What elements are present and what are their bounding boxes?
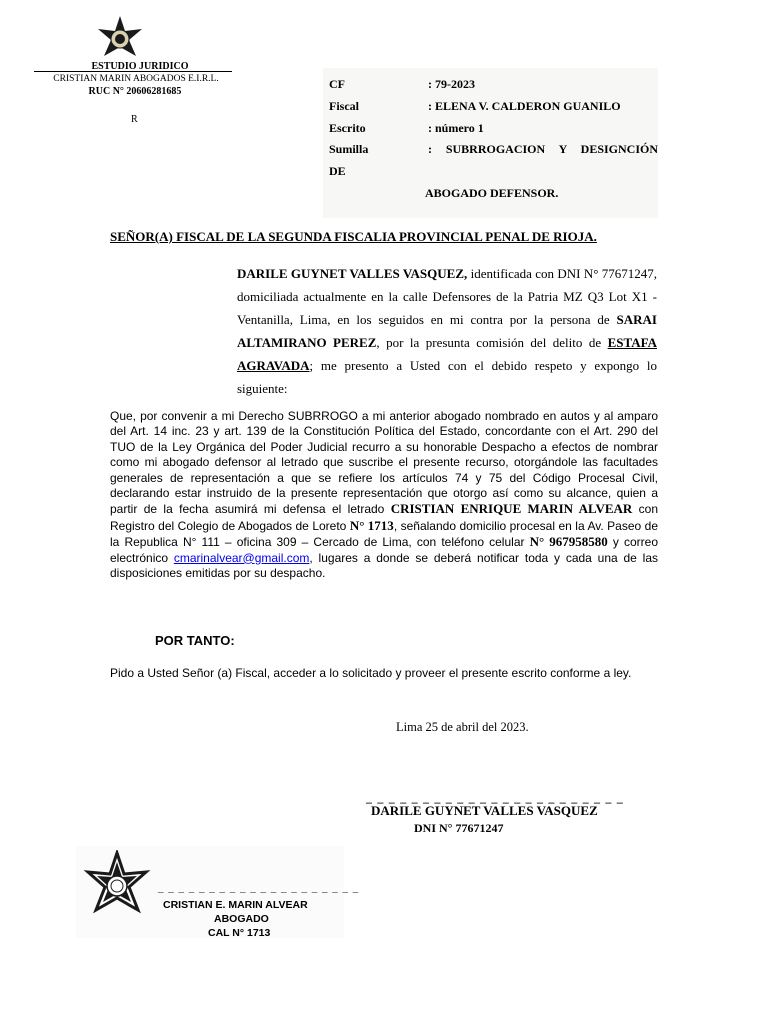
signer-name: DARILE GUYNET VALLES VASQUEZ	[371, 803, 598, 818]
intro-text-1: identificada con DNI N° 77671247, domiciliada actualmente en la calle Defensores de la Patria MZ Q3 Lot X1 - Ventanilla, Lima, en los seguidos en mi contra por la persona de	[237, 266, 657, 327]
body-text-4: y correo electrónico	[110, 535, 658, 565]
escrito-label: Escrito	[329, 121, 366, 135]
body-text-3: , señalando domicilio procesal en la Av. Paseo de la Republica N° 111 – oficina 309 – Cercado de Lima, con teléfono celular	[110, 518, 658, 550]
body-text-5: , lugares a donde se deberá notificar toda y cada una de las disposiciones emitidas por su despacho.	[110, 550, 658, 581]
party-name: DARILE GUYNET VALLES VASQUEZ,	[237, 266, 468, 281]
intro-text-2: , por la presunta comisión del delito de	[376, 335, 608, 350]
sheriff-star-icon	[80, 850, 154, 924]
por-tanto-heading: POR TANTO:	[155, 633, 235, 648]
sheriff-star-icon	[92, 14, 148, 64]
place-date: Lima 25 de abril del 2023.	[396, 720, 529, 734]
signer-dni: DNI N° 77671247	[414, 821, 504, 835]
registration-number: N° 1713	[349, 517, 394, 533]
sumilla-label-cont: DE	[329, 164, 346, 178]
firm-ruc: RUC N° 20606281685	[88, 86, 182, 97]
crime-name: ESTAFA AGRAVADA	[237, 335, 657, 373]
phone-number: N° 967958580	[529, 534, 608, 550]
escrito-value: : número 1	[428, 121, 484, 135]
email-link[interactable]: cmarinalvear@gmail.com	[173, 550, 310, 565]
firm-name: ESTUDIO JURIDICO	[91, 61, 189, 72]
firm-divider	[34, 71, 232, 72]
sumilla-label: Sumilla	[329, 142, 369, 156]
fiscal-label: Fiscal	[329, 99, 359, 113]
fiscal-value: : ELENA V. CALDERON GUANILO	[428, 99, 621, 113]
lawyer-name: CRISTIAN ENRIQUE MARIN ALVEAR	[390, 501, 633, 517]
opponent-name: SARAI ALTAMIRANO PEREZ	[237, 312, 657, 350]
firm-mark: R	[131, 114, 138, 125]
body-paragraph	[110, 409, 658, 581]
cf-value: : 79-2023	[428, 77, 475, 91]
stamp-line: _ _ _ _ _ _ _ _ _ _ _ _ _ _ _ _ _ _ _ _	[158, 882, 360, 894]
stamp-cal-number: CAL N° 1713	[208, 927, 271, 939]
intro-text-3: ; me presento a Usted con el debido respeto y expongo lo siguiente:	[237, 358, 657, 396]
petition-paragraph: Pido a Usted Señor (a) Fiscal, acceder a lo solicitado y proveer el presente escrito conforme a ley.	[110, 666, 632, 680]
cf-label: CF	[329, 77, 345, 91]
body-text-2: con Registro del Colegio de Abogados de Loreto	[110, 502, 658, 533]
sumilla-value-cont: ABOGADO DEFENSOR.	[425, 186, 559, 200]
firm-legal-name: CRISTIAN MARIN ABOGADOS E.I.R.L.	[53, 74, 219, 84]
intro-paragraph	[237, 262, 657, 400]
stamp-lawyer-name: CRISTIAN E. MARIN ALVEAR	[163, 899, 308, 911]
body-text-1: Que, por convenir a mi Derecho SUBRROGO a mi anterior abogado nombrado en autos y al amparo del Art. 14 inc. 23 y art. 139 de la Constitución Política del Estado, concordante con el Art. 290 del TUO de la Ley Orgánica del Poder Judicial recurro a su honorable Despacho a efectos de nombrar como mi abogado defensor al letrado que suscribe el presente recurso, otorgándole las facultades generales de representación a que se refiere los artículos 74 y 75 del Código Procesal Civil, declarando estar instruido de la presente representación que otorgo así como su alcance, quien a partir de la fecha asumirá mi defensa el letrado	[110, 409, 658, 517]
addressee-heading: SEÑOR(A) FISCAL DE LA SEGUNDA FISCALIA PROVINCIAL PENAL DE RIOJA.	[110, 229, 597, 244]
signature-line: _ _ _ _ _ _ _ _ _ _ _ _ _ _ _ _ _ _ _ _ _ _ _	[366, 791, 624, 805]
sumilla-value: : SUBRROGACION Y DESIGNCIÓN	[428, 142, 658, 156]
stamp-lawyer-title: ABOGADO	[214, 913, 269, 925]
